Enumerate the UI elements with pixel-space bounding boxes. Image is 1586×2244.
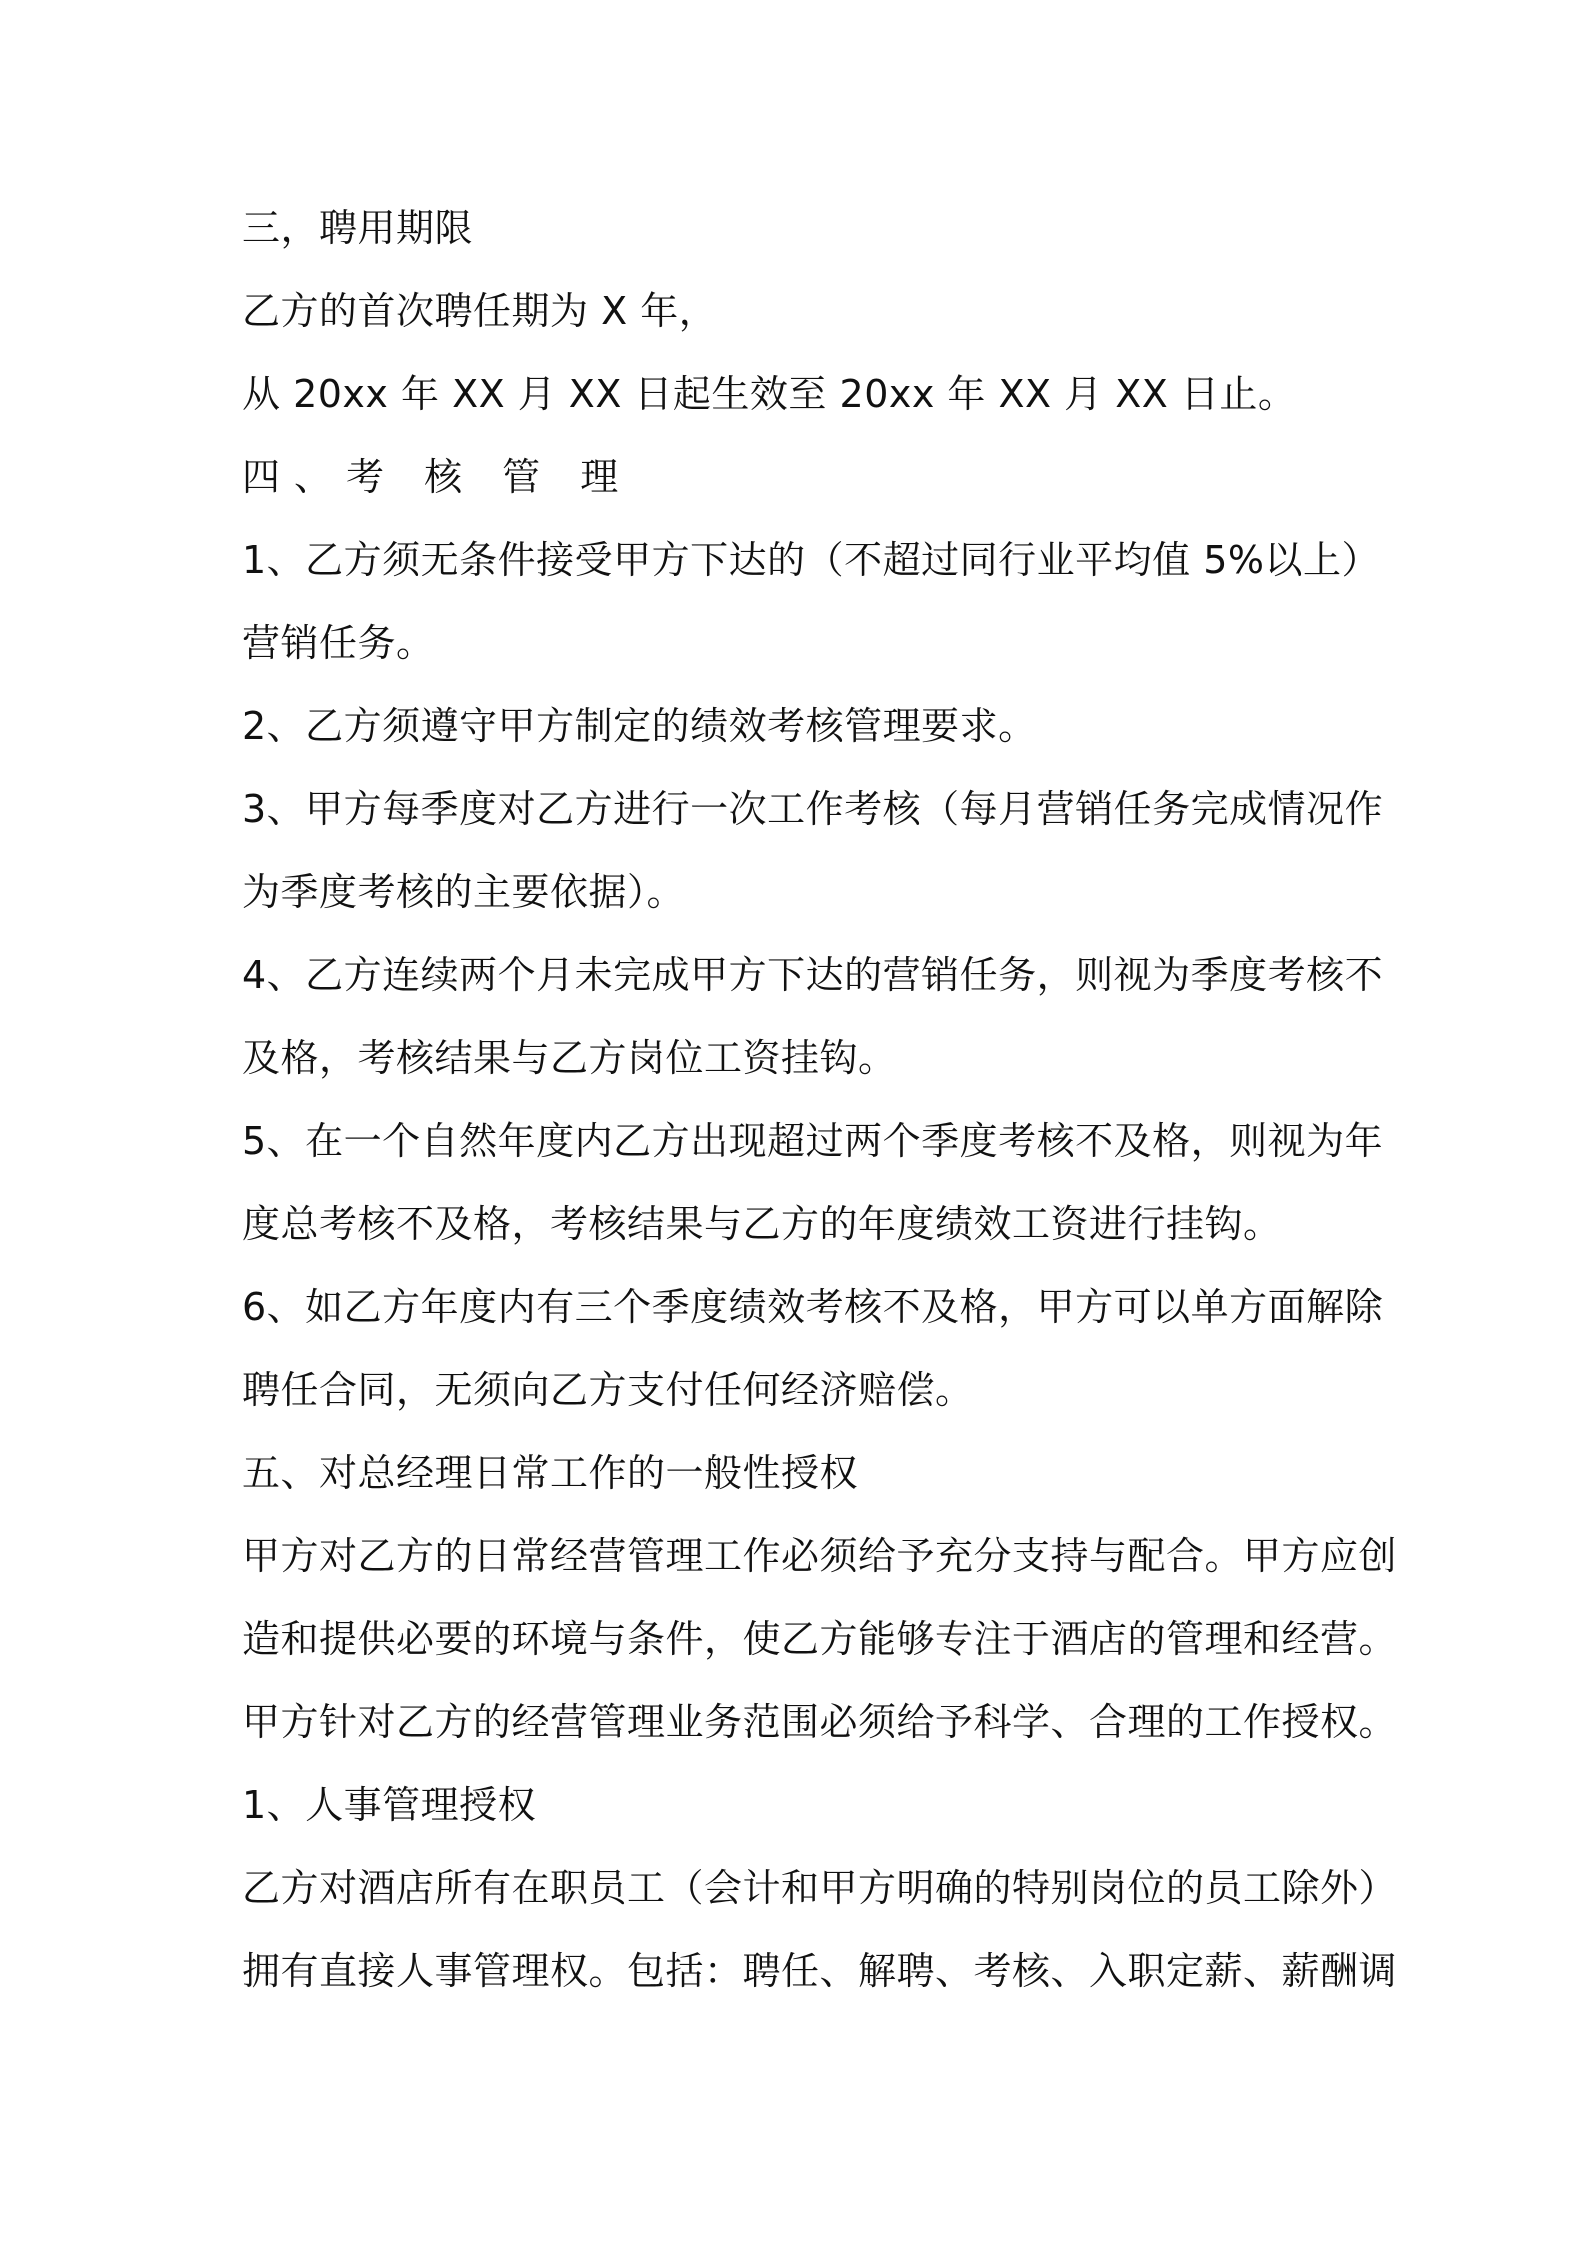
- paragraph-line: 3、甲方每季度对乙方进行一次工作考核（每月营销任务完成情况作: [242, 787, 1384, 831]
- paragraph-line: 2、乙方须遵守甲方制定的绩效考核管理要求。: [242, 704, 1037, 748]
- section-heading-authorization: 五、对总经理日常工作的一般性授权: [242, 1451, 859, 1495]
- paragraph-line: 5、在一个自然年度内乙方出现超过两个季度考核不及格，则视为年: [242, 1119, 1384, 1163]
- paragraph-line: 乙方对酒店所有在职员工（会计和甲方明确的特别岗位的员工除外）: [242, 1866, 1398, 1910]
- section-heading-assessment: 四、考 核 管 理: [242, 455, 633, 499]
- section-heading-term: 三，聘用期限: [242, 206, 474, 250]
- paragraph-line: 为季度考核的主要依据）。: [242, 870, 686, 914]
- paragraph-line: 甲方对乙方的日常经营管理工作必须给予充分支持与配合。甲方应创: [242, 1534, 1398, 1578]
- paragraph-line: 营销任务。: [242, 621, 435, 665]
- paragraph-line: 及格，考核结果与乙方岗位工资挂钩。: [242, 1036, 897, 1080]
- subsection-heading-hr: 1、人事管理授权: [242, 1783, 537, 1827]
- paragraph-line: 造和提供必要的环境与条件，使乙方能够专注于酒店的管理和经营。: [242, 1617, 1398, 1661]
- paragraph-line: 从 20xx 年 XX 月 XX 日起生效至 20xx 年 XX 月 XX 日止。: [242, 372, 1297, 416]
- paragraph-line: 拥有直接人事管理权。包括：聘任、解聘、考核、入职定薪、薪酬调: [242, 1949, 1398, 1993]
- paragraph-line: 1、乙方须无条件接受甲方下达的（不超过同行业平均值 5%以上）: [242, 538, 1381, 582]
- paragraph-line: 4、乙方连续两个月未完成甲方下达的营销任务，则视为季度考核不: [242, 953, 1384, 997]
- paragraph-line: 乙方的首次聘任期为 X 年，: [242, 289, 718, 333]
- paragraph-line: 甲方针对乙方的经营管理业务范围必须给予科学、合理的工作授权。: [242, 1700, 1398, 1744]
- paragraph-line: 6、如乙方年度内有三个季度绩效考核不及格，甲方可以单方面解除: [242, 1285, 1384, 1329]
- paragraph-line: 度总考核不及格，考核结果与乙方的年度绩效工资进行挂钩。: [242, 1202, 1282, 1246]
- paragraph-line: 聘任合同，无须向乙方支付任何经济赔偿。: [242, 1368, 974, 1412]
